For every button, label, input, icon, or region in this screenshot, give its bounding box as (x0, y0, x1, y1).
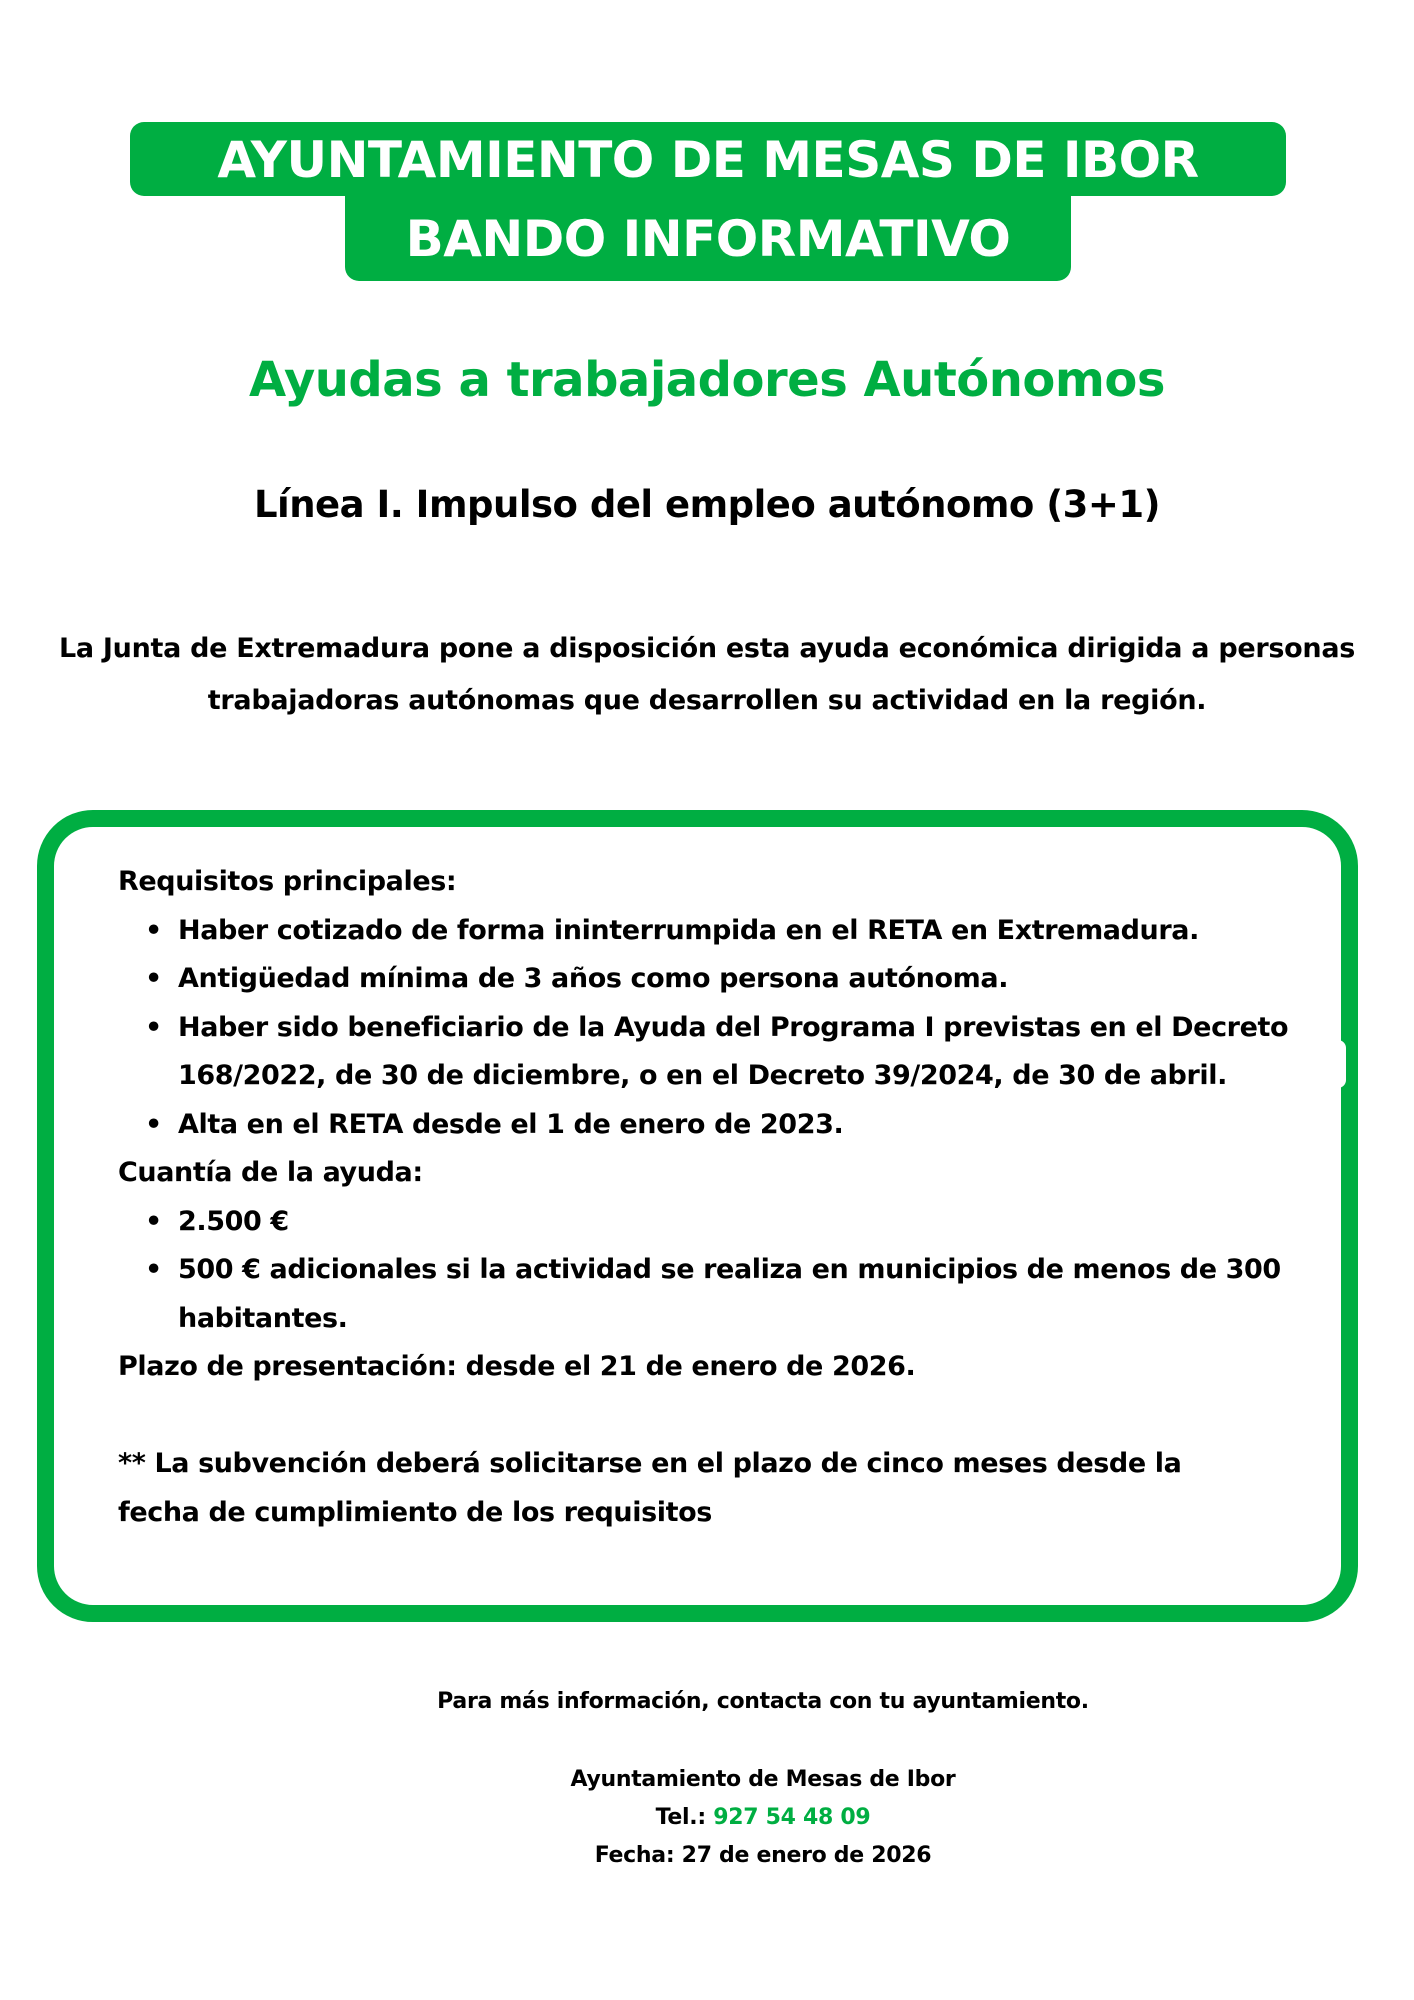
list-item (145, 955, 1348, 1004)
date-line: Fecha: 27 de enero de 2026 (594, 1843, 932, 1868)
note-text: ** La subvención deberá solicitarse en el plazo de cinco meses desde la fecha de cumplimiento de los requisitos (118, 1448, 1182, 1528)
list-item (145, 907, 1348, 956)
bullet-icon: • (145, 914, 162, 946)
program-line-heading: Línea I. Impulso del empleo autónomo (3+1) (253, 483, 1161, 526)
phone-line (360, 1799, 1166, 1837)
phone-label: Tel.: (655, 1805, 706, 1830)
footer (360, 1683, 1166, 1875)
requirement-text: Haber sido beneficiario de la Ayuda del Programa I previstas en el Decreto 168/2022, de 30 de diciembre, o en el Decreto 39/2024, de 30 de abril. (178, 1011, 1289, 1091)
bullet-icon: • (145, 1108, 162, 1140)
bullet-icon: • (145, 963, 162, 994)
header-subtitle-band (345, 190, 1071, 281)
list-item (145, 1246, 1348, 1343)
intro-paragraph: La Junta de Extremadura pone a disposición esta ayuda económica dirigida a personas trabajadoras autónomas que desarrollen su actividad en la región. (58, 633, 1356, 716)
amounts-list (118, 1198, 1348, 1344)
requirements-heading: Requisitos principales: (118, 866, 457, 897)
requirement-text: Antigüedad mínima de 3 años como persona autónoma. (178, 963, 1009, 994)
header-title: AYUNTAMIENTO DE MESAS DE IBOR (217, 131, 1199, 189)
requirement-text: Alta en el RETA desde el 1 de enero de 2023. (178, 1108, 844, 1140)
requirements-list (118, 907, 1348, 1150)
list-item (145, 1101, 1348, 1150)
more-info-text: Para más información, contacta con tu ayuntamiento. (437, 1689, 1089, 1714)
organization-name: Ayuntamiento de Mesas de Ibor (570, 1767, 956, 1792)
spacer (118, 1392, 1348, 1441)
header-title-band (130, 122, 1286, 196)
info-box-content (118, 858, 1348, 1537)
page-subtitle: Ayudas a trabajadores Autónomos (249, 352, 1165, 408)
amount-text: 500 € adicionales si la actividad se realiza en municipios de menos de 300 habitantes. (178, 1254, 1281, 1334)
list-item (145, 1198, 1348, 1247)
amount-text: 2.500 € (178, 1205, 289, 1237)
requirement-text: Haber cotizado de forma ininterrumpida en el RETA en Extremadura. (178, 914, 1199, 946)
list-item (145, 1004, 1348, 1101)
amount-heading: Cuantía de la ayuda: (118, 1157, 423, 1188)
bullet-icon: • (145, 1011, 162, 1043)
phone-number-link[interactable]: 927 54 48 09 (713, 1805, 871, 1830)
bullet-icon: • (145, 1205, 162, 1237)
deadline-text: Plazo de presentación: desde el 21 de enero de 2026. (118, 1351, 916, 1382)
bullet-icon: • (145, 1254, 162, 1285)
header-subtitle: BANDO INFORMATIVO (405, 210, 1011, 268)
